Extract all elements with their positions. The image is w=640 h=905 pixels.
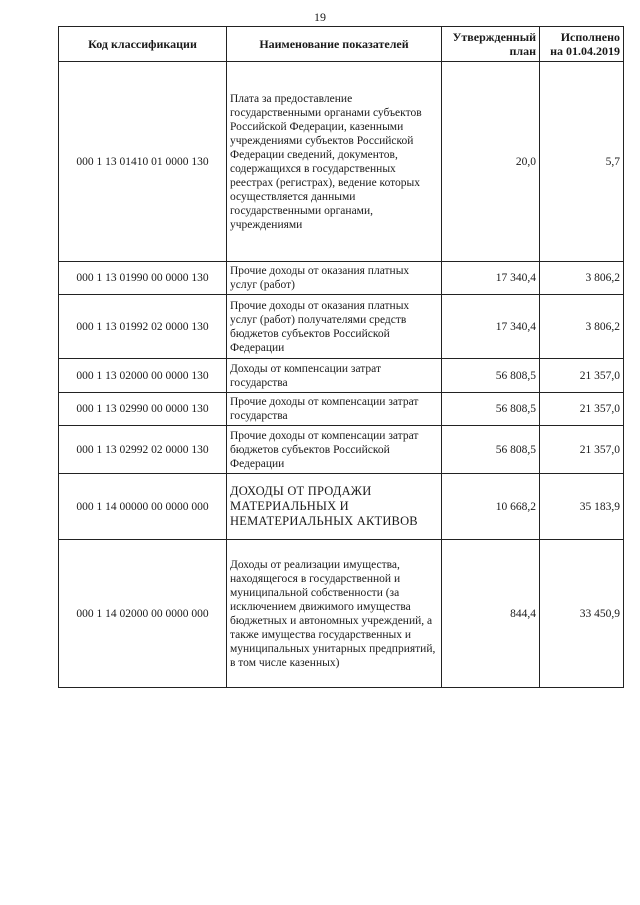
header-done-line1: Исполнено [560, 30, 620, 44]
table-row [59, 62, 624, 262]
row-done: 5,7 [540, 62, 624, 262]
row-plan: 10 668,2 [442, 474, 540, 540]
row-code: 000 1 14 00000 00 0000 000 [59, 474, 227, 540]
row-code: 000 1 13 01410 01 0000 130 [59, 62, 227, 262]
header-name: Наименование показателей [227, 27, 442, 62]
row-done: 3 806,2 [540, 295, 624, 359]
header-plan-line1: Утвержденный [452, 30, 536, 44]
row-code: 000 1 13 02992 02 0000 130 [59, 426, 227, 474]
page-number: 19 [314, 10, 326, 24]
table-row [59, 474, 624, 540]
table-row [59, 393, 624, 426]
row-name: Прочие доходы от оказания платных услуг (работ) [227, 262, 442, 295]
row-plan: 56 808,5 [442, 426, 540, 474]
table-row [59, 359, 624, 393]
table-row [59, 426, 624, 474]
row-plan: 17 340,4 [442, 262, 540, 295]
header-plan-line2: план [509, 44, 536, 58]
table-row [59, 540, 624, 688]
row-plan: 56 808,5 [442, 359, 540, 393]
row-name: Доходы от компенсации затрат государства [227, 359, 442, 393]
row-name: Прочие доходы от компенсации затрат государства [227, 393, 442, 426]
row-plan: 17 340,4 [442, 295, 540, 359]
header-code: Код классификации [59, 27, 227, 62]
revenue-table [58, 26, 624, 688]
table-row [59, 295, 624, 359]
row-name: Прочие доходы от оказания платных услуг (работ) получателями средств бюджетов субъектов Российской Федерации [227, 295, 442, 359]
row-done: 3 806,2 [540, 262, 624, 295]
row-name: ДОХОДЫ ОТ ПРОДАЖИ МАТЕРИАЛЬНЫХ И НЕМАТЕРИАЛЬНЫХ АКТИВОВ [227, 474, 442, 540]
row-name: Плата за предоставление государственными органами субъектов Российской Федерации, казенными учреждениями субъектов Российской Федерации сведений, документов, содержащихся в государственных реестрах (регистрах), ведение которых осуществляется данными государственными органами, учреждениями [227, 62, 442, 262]
row-done: 21 357,0 [540, 393, 624, 426]
table-row [59, 262, 624, 295]
row-code: 000 1 13 02990 00 0000 130 [59, 393, 227, 426]
row-done: 33 450,9 [540, 540, 624, 688]
table-header-row [59, 27, 624, 62]
header-done-line2: на 01.04.2019 [550, 44, 620, 58]
row-code: 000 1 13 01992 02 0000 130 [59, 295, 227, 359]
header-plan [442, 27, 540, 62]
row-name: Прочие доходы от компенсации затрат бюджетов субъектов Российской Федерации [227, 426, 442, 474]
row-done: 21 357,0 [540, 426, 624, 474]
row-plan: 844,4 [442, 540, 540, 688]
row-name: Доходы от реализации имущества, находящегося в государственной и муниципальной собственности (за исключением движимого имущества бюджетных и автономных учреждений, а также имущества государственных и муниципальных унитарных предприятий, в том числе казенных) [227, 540, 442, 688]
row-code: 000 1 13 02000 00 0000 130 [59, 359, 227, 393]
row-done: 21 357,0 [540, 359, 624, 393]
row-code: 000 1 13 01990 00 0000 130 [59, 262, 227, 295]
row-done: 35 183,9 [540, 474, 624, 540]
row-plan: 20,0 [442, 62, 540, 262]
row-code: 000 1 14 02000 00 0000 000 [59, 540, 227, 688]
header-done [540, 27, 624, 62]
row-plan: 56 808,5 [442, 393, 540, 426]
